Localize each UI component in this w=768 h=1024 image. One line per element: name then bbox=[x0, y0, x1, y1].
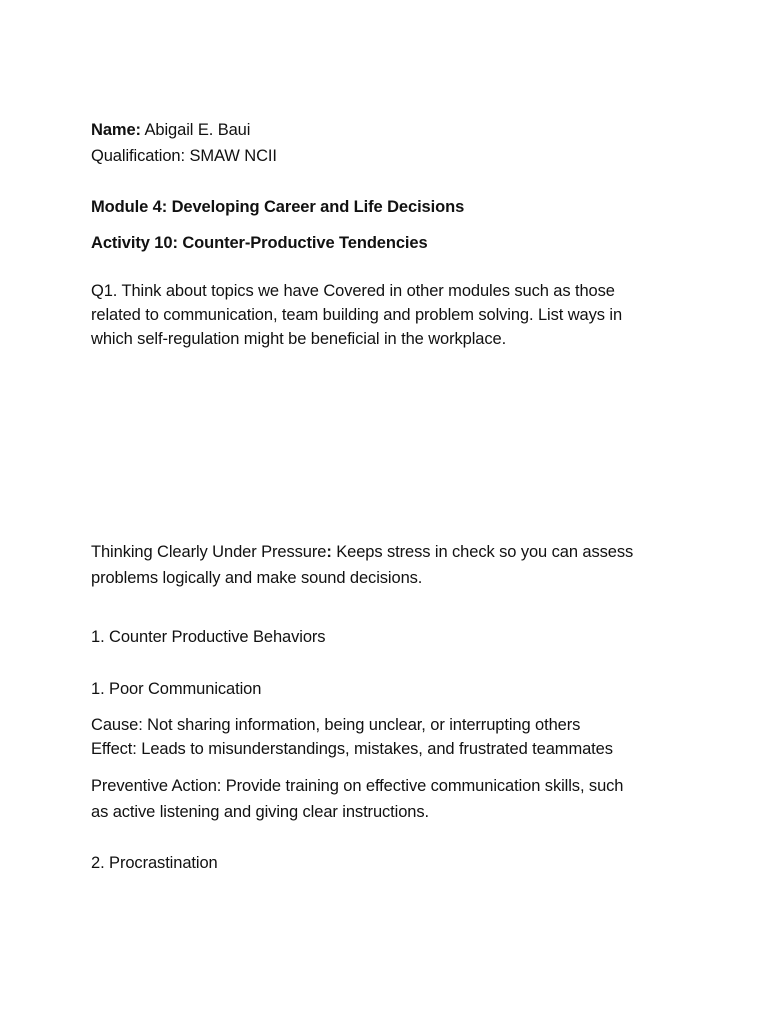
thinking-line-2: problems logically and make sound decisions. bbox=[91, 569, 423, 587]
item-1-title: 1. Poor Communication bbox=[91, 680, 262, 698]
item-1-prevention-line-2: as active listening and giving clear instructions. bbox=[91, 803, 430, 821]
thinking-text: Keeps stress in check so you can assess bbox=[331, 543, 634, 561]
thinking-colon: : bbox=[326, 543, 332, 561]
item-1-effect: Effect: Leads to misunderstandings, mistakes, and frustrated teammates bbox=[91, 740, 613, 758]
question-line-1: Q1. Think about topics we have Covered in other modules such as those bbox=[91, 282, 615, 300]
item-1-cause: Cause: Not sharing information, being unclear, or interrupting others bbox=[91, 716, 581, 734]
thinking-line-1 bbox=[91, 540, 633, 564]
qualification-line: Qualification: SMAW NCII bbox=[91, 147, 277, 165]
item-1-prevention-line-1: Preventive Action: Provide training on effective communication skills, such bbox=[91, 777, 624, 795]
thinking-label: Thinking Clearly Under Pressure bbox=[91, 543, 327, 561]
module-title: Module 4: Developing Career and Life Decisions bbox=[91, 198, 465, 216]
item-2-title: 2. Procrastination bbox=[91, 854, 218, 872]
name-line bbox=[91, 118, 250, 142]
name-value: Abigail E. Baui bbox=[140, 121, 251, 139]
question-line-2: related to communication, team building and problem solving. List ways in bbox=[91, 306, 623, 324]
activity-title: Activity 10: Counter-Productive Tendencies bbox=[91, 234, 428, 252]
question-line-3: which self-regulation might be beneficial in the workplace. bbox=[91, 330, 507, 348]
section-heading: 1. Counter Productive Behaviors bbox=[91, 628, 326, 646]
name-label: Name: bbox=[91, 121, 141, 139]
